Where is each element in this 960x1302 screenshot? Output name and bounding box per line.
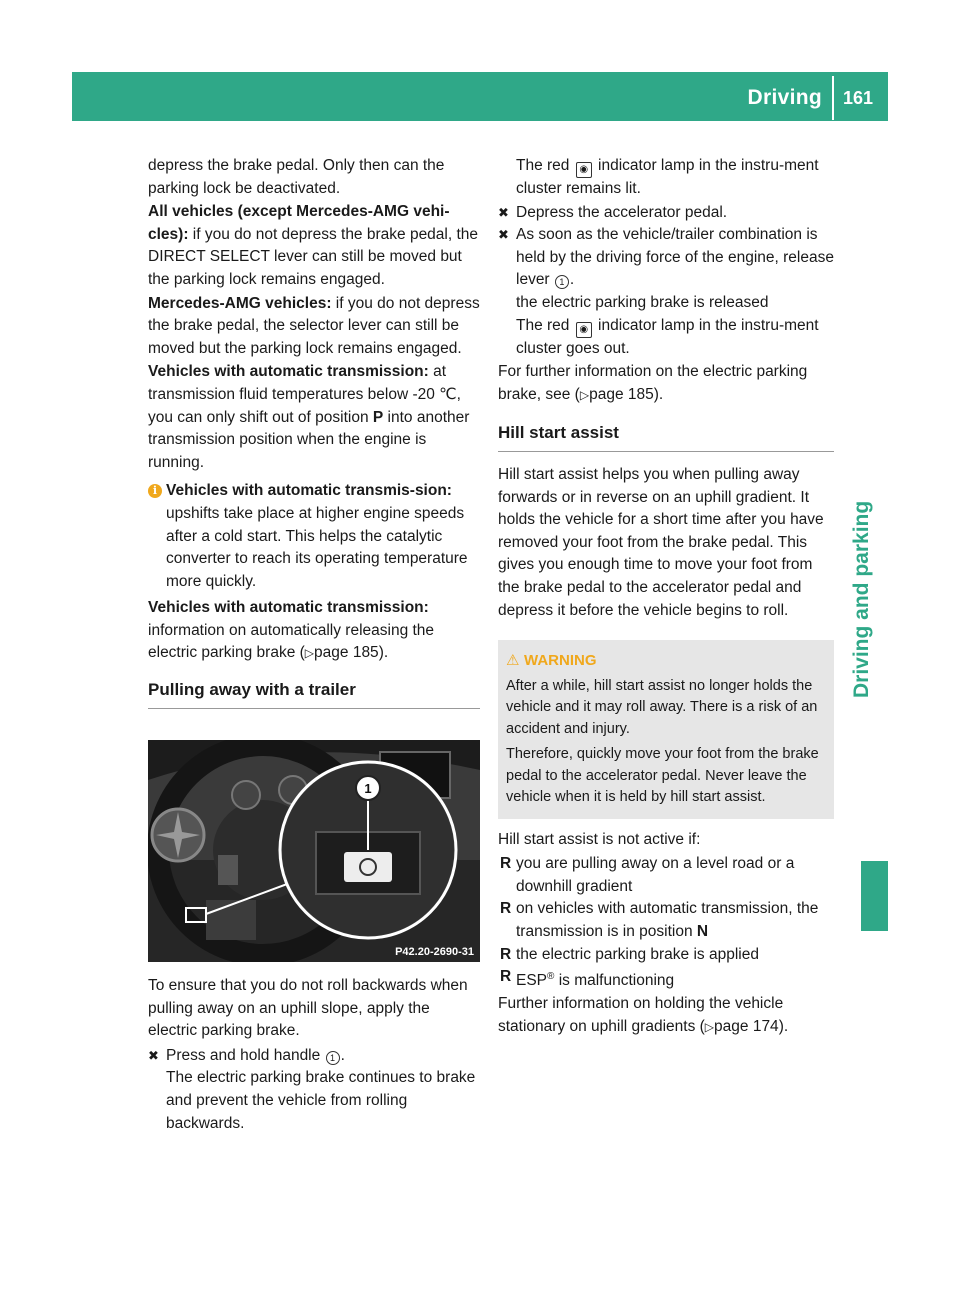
step-arrow-icon: ✖ (498, 204, 509, 220)
dashboard-figure (148, 740, 480, 962)
page-number: 161 (843, 88, 874, 108)
step-arrow-icon: ✖ (498, 227, 509, 243)
info-icon: i (148, 484, 162, 498)
header-separator (832, 76, 834, 120)
section-title: Driving (747, 86, 822, 109)
paragraph: Mercedes-AMG vehicles: if you do not depress the brake pedal, the selector lever can still be moved but the parking lock remains engaged. (148, 294, 480, 357)
warning-box (498, 640, 834, 819)
right-column (498, 155, 834, 1038)
parking-brake-lamp-icon: ◉ (576, 322, 592, 338)
paragraph: Further information on holding the vehicle stationary on uphill gradients (▷page 174). (498, 993, 834, 1038)
paragraph: Hill start assist helps you when pulling away forwards or in reverse on an uphill gradient. It holds the vehicle for a short time after you have removed your foot from the brake pedal. This gives you enough time to move your foot from the brake pedal to the accelerator pedal and depress it before the vehicle begins to roll. (498, 465, 824, 619)
page-ref-arrow-icon: ▷ (704, 1019, 715, 1034)
list-item: R you are pulling away on a level road or a downhill gradient (500, 855, 795, 895)
page-ref-arrow-icon: ▷ (304, 646, 315, 661)
paragraph: The red ◉ indicator lamp in the instru-ment cluster remains lit. (516, 157, 819, 197)
paragraph: Vehicles with automatic transmission: at transmission fluid temperatures below -20 ℃, you can only shift out of position P into another transmission position when the engine is running. (148, 363, 470, 471)
figure-code: P42.20-2690-31 (395, 946, 474, 958)
chapter-tab-label: Driving and parking (850, 500, 873, 698)
paragraph: All vehicles (except Mercedes-AMG vehi-cles): if you do not depress the brake pedal, the DIRECT SELECT lever can still be moved but the parking lock remains engaged. (148, 203, 479, 288)
warning-title: ⚠ WARNING (506, 650, 826, 672)
section-heading: Hill start assist (498, 422, 834, 452)
paragraph: depress the brake pedal. Only then can the parking lock be deactivated. (148, 157, 445, 197)
left-column (148, 155, 480, 709)
paragraph: Vehicles with automatic transmission: information on automatically releasing the electric parking brake (▷page 185). (148, 597, 480, 665)
list-item: R ESP® is malfunctioning (500, 968, 675, 990)
paragraph: For further information on the electric parking brake, see (▷page 185). (498, 361, 834, 406)
info-note: i Vehicles with automatic transmis-sion: upshifts take place at higher engine speeds after a cold start. This helps the catalytic converter to reach its operating temperature more quickly. (148, 480, 480, 593)
instruction-step: ✖ Press and hold handle 1 . The electric parking brake continues to brake and prevent the vehicle from rolling backwards. (148, 1046, 476, 1132)
chapter-tab-marker (861, 861, 888, 931)
parking-brake-lamp-icon: ◉ (576, 162, 592, 178)
section-heading: Pulling away with a trailer (148, 679, 480, 709)
step-arrow-icon: ✖ (148, 1047, 159, 1063)
paragraph: To ensure that you do not roll backwards when pulling away on an uphill slope, apply the electric parking brake. (148, 977, 468, 1040)
warning-text: After a while, hill start assist no longer holds the vehicle and it may roll away. There is a risk of an accident and injury. (506, 677, 818, 737)
page-reference[interactable]: page 185 (589, 385, 654, 403)
dashboard-illustration (148, 740, 480, 962)
svg-text:1: 1 (364, 781, 372, 796)
warning-triangle-icon: ⚠ (506, 652, 520, 670)
instruction-step: ✖ Depress the accelerator pedal. (498, 202, 834, 225)
list-item: R the electric parking brake is applied (500, 945, 759, 963)
callout-1-icon: 1 (326, 1051, 340, 1065)
left-column-lower (148, 975, 480, 1135)
list-item: R on vehicles with automatic transmission, the transmission is in position N (500, 900, 819, 940)
paragraph: The red ◉ indicator lamp in the instru-ment cluster goes out. (516, 316, 819, 357)
page-reference[interactable]: page 174 (714, 1017, 779, 1035)
callout-1-icon: 1 (555, 275, 569, 289)
warning-text: Therefore, quickly move your foot from the brake pedal to the accelerator pedal. Never leave the vehicle when it is held by hill start assist. (506, 746, 819, 806)
page-reference[interactable]: page 185 (314, 644, 379, 662)
instruction-step: ✖ As soon as the vehicle/trailer combination is held by the driving force of the engine, release lever 1 . the electric parking brake is released (498, 226, 834, 311)
page-ref-arrow-icon: ▷ (579, 387, 590, 402)
paragraph: Hill start assist is not active if: (498, 830, 701, 848)
